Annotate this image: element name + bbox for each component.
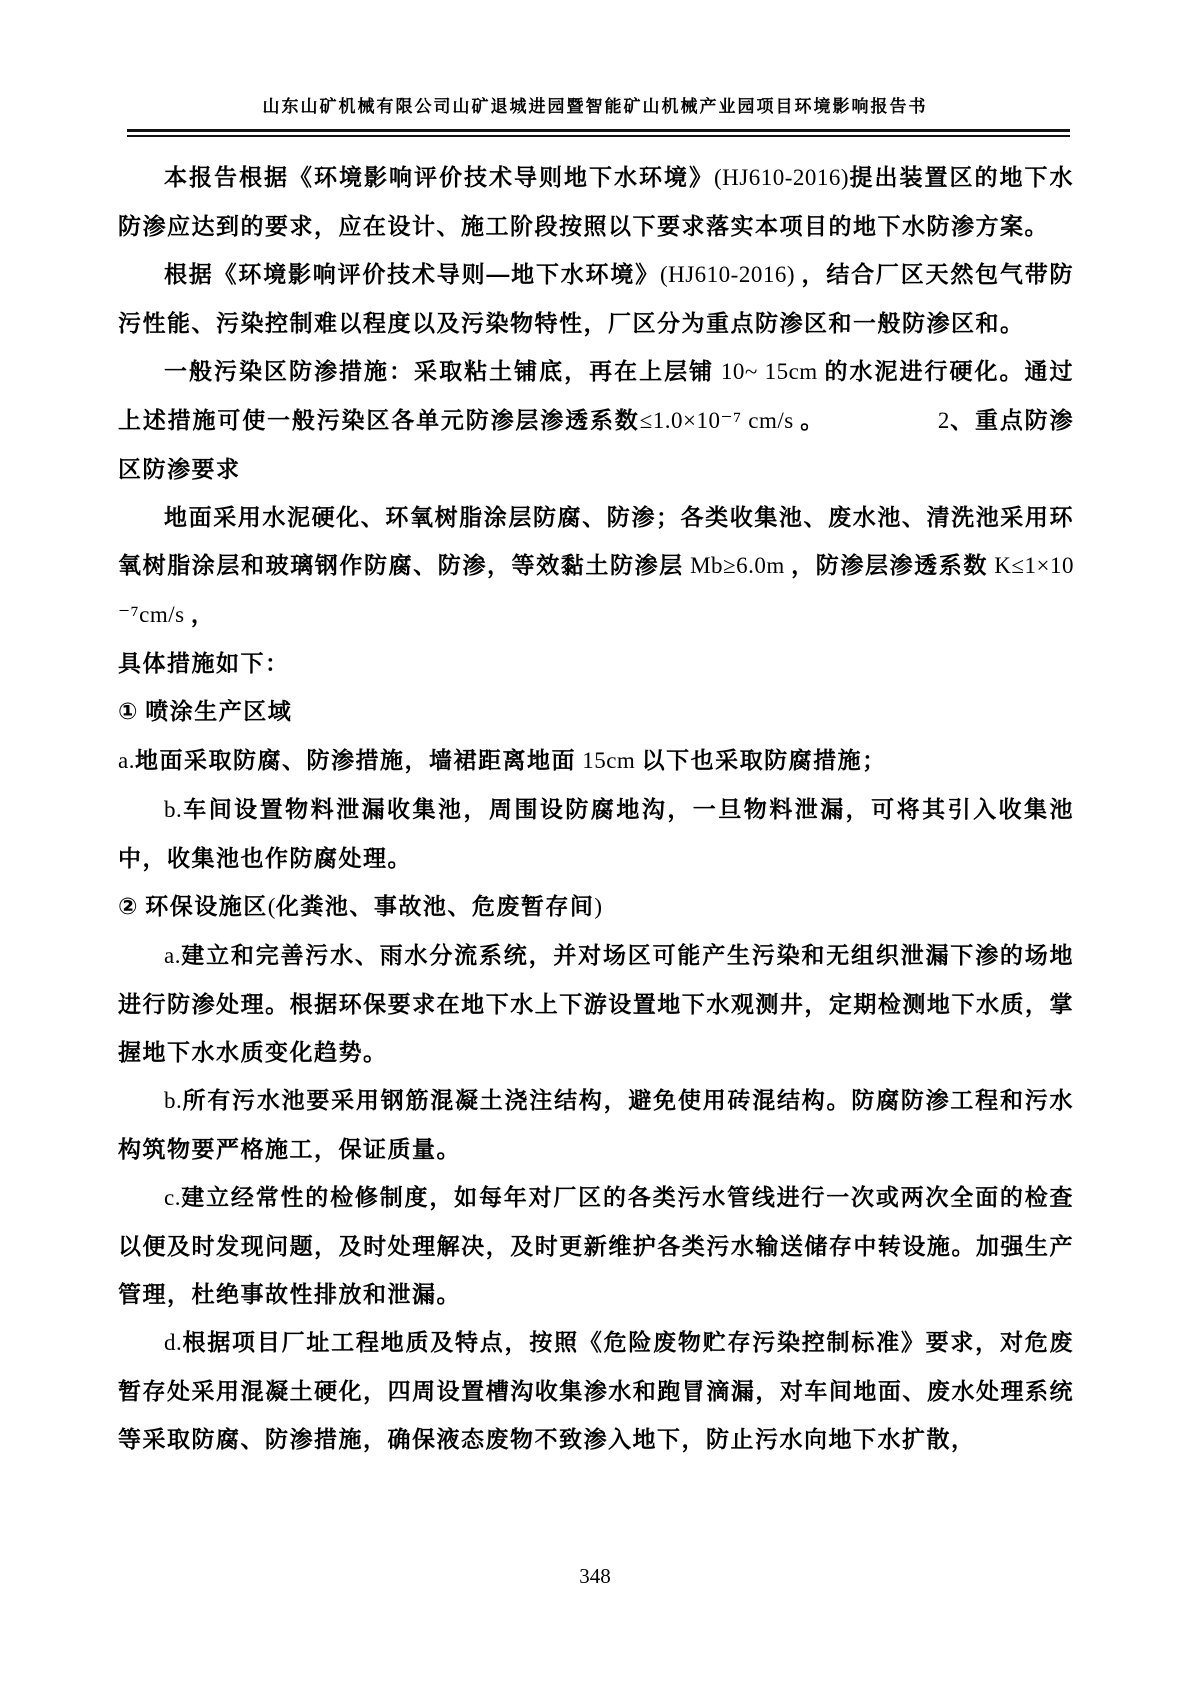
latin-text-run [139, 699, 145, 724]
paragraph: ② 环保设施区(化粪池、事故池、危废暂存间) [118, 893, 603, 919]
latin-text-run: 2 [937, 408, 950, 433]
paragraph: b.所有污水池要采用钢筋混凝土浇注结构，避免使用砖混结构。防腐防渗工程和污水构筑物要严格施工，保证质量。 [118, 1087, 1074, 1162]
paragraph: a.建立和完善污水、雨水分流系统，并对场区可能产生污染和无组织泄漏下渗的场地进行防渗处理。根据环保要求在地下水上下游设置地下水观测井，定期检测地下水质，掌握地下水水质变化趋势。 [118, 942, 1074, 1065]
latin-text-run: d. [164, 1330, 183, 1355]
latin-text-run: ) [594, 894, 603, 919]
latin-text-run: ≤1.0×10⁻⁷ cm/s [639, 408, 801, 433]
paragraph: 具体措施如下： [118, 650, 290, 676]
latin-text-run: b. [164, 1088, 183, 1113]
latin-text-run: (HJ610-2016) [659, 262, 802, 287]
latin-text-run: K≤1×10⁻⁷cm/s [118, 553, 1075, 627]
latin-text-run: (HJ610-2016) [713, 165, 850, 190]
latin-text-run: Mb≥6.0m [683, 553, 792, 578]
latin-text-run: a. [164, 943, 181, 968]
paragraph: c.建立经常性的检修制度，如每年对厂区的各类污水管线进行一次或两次全面的检查以便及时发现问题，及时处理解决，及时更新维护各类污水输送储存中转设施。加强生产管理，杜绝事故性排放和泄漏。 [118, 1184, 1074, 1307]
latin-text-run: c. [164, 1185, 181, 1210]
latin-text-run: b. [164, 797, 183, 822]
paragraph: 一般污染区防渗措施：采取粘土铺底，再在上层铺 10~ 15cm 的水泥进行硬化。通过上述措施可使一般污染区各单元防渗层渗透系数≤1.0×10⁻⁷ cm/s 。 2、重点防渗区防渗要求 [118, 358, 1075, 482]
paragraph: b.车间设置物料泄漏收集池，周围设防腐地沟，一旦物料泄漏，可将其引入收集池中，收集池也作防腐处理。 [118, 796, 1074, 871]
paragraph: d.根据项目厂址工程地质及特点，按照《危险废物贮存污染控制标准》要求，对危废暂存处采用混凝土硬化，四周设置槽沟收集渗水和跑冒滴漏，对车间地面、废水处理系统等采取防腐、防渗措施，确保液态废物不致渗入地下，防止污水向地下水扩散， [118, 1329, 1074, 1452]
latin-text-run: a. [118, 748, 135, 773]
latin-text-run [139, 894, 145, 919]
latin-text-run: 10~ 15cm [714, 359, 825, 384]
paragraph: 地面采用水泥硬化、环氧树脂涂层防腐、防渗；各类收集池、废水池、清洗池采用环氧树脂涂层和玻璃钢作防腐、防渗，等效黏土防渗层 Mb≥6.0m ，防渗层渗透系数 K≤1×10⁻⁷cm/s ， [118, 504, 1075, 627]
paragraph: a.地面采取防腐、防渗措施，墙裙距离地面 15cm 以下也采取防腐措施； [118, 747, 887, 773]
paragraph: ① 喷涂生产区域 [118, 698, 293, 724]
latin-text-run: ( [267, 894, 276, 919]
header-rule-divider [127, 129, 1070, 137]
paragraph: 本报告根据《环境影响评价技术导则地下水环境》(HJ610-2016)提出装置区的地下水防渗应达到的要求，应在设计、施工阶段按照以下要求落实本项目的地下水防渗方案。 [118, 164, 1075, 239]
latin-text-run: 15cm [575, 748, 642, 773]
document-body [118, 153, 1074, 1463]
paragraph: 根据《环境影响评价技术导则—地下水环境》(HJ610-2016) ，结合厂区天然包气带防污性能、污染控制难以程度以及污染物特性，厂区分为重点防渗区和一般防渗区和。 [118, 261, 1074, 336]
page-number: 348 [579, 1564, 611, 1588]
page-header-title: 山东山矿机械有限公司山矿退城进园暨智能矿山机械产业园项目环境影响报告书 [262, 97, 928, 116]
